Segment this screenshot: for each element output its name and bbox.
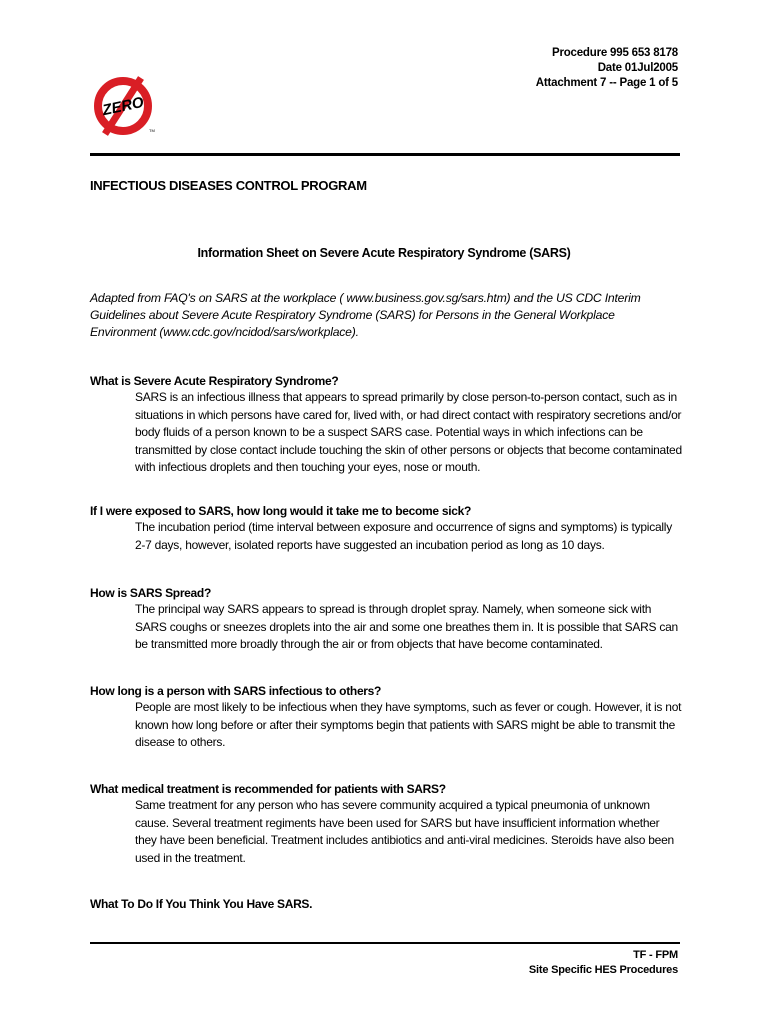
faq-section	[90, 373, 682, 477]
faq-question: What To Do If You Think You Have SARS.	[90, 897, 313, 911]
footer-code: TF - FPM	[633, 949, 678, 961]
svg-text:TM: TM	[149, 128, 155, 133]
faq-section	[90, 503, 682, 554]
document-date: Date 01Jul2005	[597, 62, 678, 74]
intro-paragraph: Adapted from FAQ's on SARS at the workplace ( www.business.gov.sg/sars.htm) and the US CDC Interim Guidelines about Severe Acute Respiratory Syndrome (SARS) for Persons in the General Workplace Environment (www.cdc.gov/ncidod/sars/workplace).	[90, 291, 641, 339]
attachment-page: Attachment 7 -- Page 1 of 5	[535, 77, 678, 89]
faq-question: What is Severe Acute Respiratory Syndrome?	[90, 374, 339, 388]
footer-divider	[90, 942, 680, 944]
program-title: INFECTIOUS DISEASES CONTROL PROGRAM	[90, 178, 367, 193]
faq-answer: The incubation period (time interval between exposure and occurrence of signs and symptoms) is typically 2-7 days, however, isolated reports have suggested an incubation period as long as 10 days.	[135, 520, 672, 552]
faq-question: How is SARS Spread?	[90, 586, 211, 600]
page-footer	[529, 948, 678, 978]
faq-answer: The principal way SARS appears to spread is through droplet spray. Namely, when someone sick with SARS coughs or sneezes droplets into the air and some one breathes them in. It is possible that SARS can be transmitted more broadly through the air or from objects that have become contaminated.	[135, 602, 678, 651]
faq-section	[90, 896, 682, 912]
svg-text:ZERO: ZERO	[100, 93, 146, 120]
zero-logo	[93, 70, 159, 140]
faq-section	[90, 781, 682, 867]
procedure-number: Procedure 995 653 8178	[551, 47, 678, 59]
faq-answer: Same treatment for any person who has severe community acquired a typical pneumonia of unknown cause. Several treatment regiments have been used for SARS but have insufficient information whether they have been beneficial. Treatment includes antibiotics and anti-viral medicines. Steroids have also been used in the treatment.	[135, 798, 674, 865]
faq-answer: SARS is an infectious illness that appears to spread primarily by close person-to-person contact, such as in situations in which persons have cared for, lived with, or had direct contact with respiratory secretions and/or body fluids of a person known to be a suspect SARS case. Potential ways in which infections can be transmitted by close contact include touching the skin of other persons or objects that become contaminated with infectious droplets and then touching your eyes, nose or mouth.	[135, 390, 682, 474]
faq-question: If I were exposed to SARS, how long would it take me to become sick?	[90, 504, 472, 518]
faq-answer: People are most likely to be infectious when they have symptoms, such as fever or cough. However, it is not known how long before or after their symptoms begin that patients with SARS might be able to transmit the disease to others.	[135, 700, 682, 749]
faq-question: How long is a person with SARS infectious to others?	[90, 684, 382, 698]
faq-section	[90, 683, 682, 752]
faq-question: What medical treatment is recommended for patients with SARS?	[90, 782, 446, 796]
sheet-title: Information Sheet on Severe Acute Respiratory Syndrome (SARS)	[197, 246, 571, 260]
header-divider	[90, 153, 680, 156]
document-meta	[536, 46, 678, 91]
footer-title: Site Specific HES Procedures	[528, 964, 678, 976]
faq-section	[90, 585, 682, 654]
